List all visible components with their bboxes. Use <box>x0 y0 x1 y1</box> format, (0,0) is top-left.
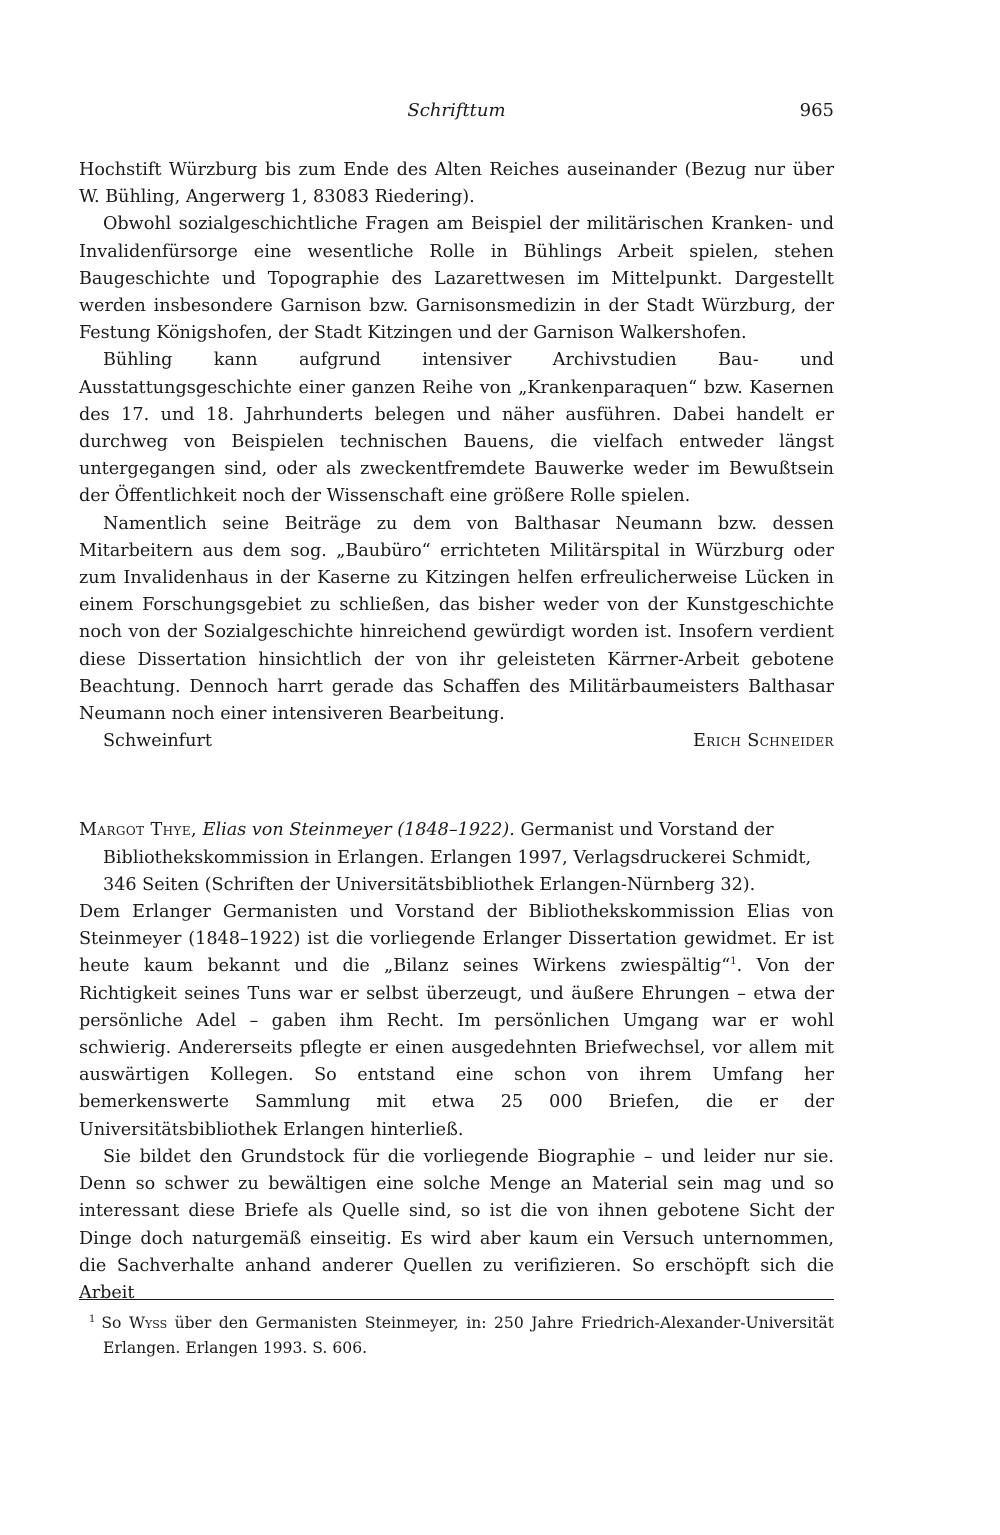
book-citation <box>79 817 834 899</box>
footnote-divider <box>79 1299 834 1300</box>
book-details: Germanist und Vorstand der Bibliothekskommission in Erlangen. Erlangen 1997, Verlagsdruckerei Schmidt, 346 Seiten (Schriften der Universitätsbibliothek Erlangen-Nürnberg 32). <box>103 820 812 895</box>
review-place: Schweinfurt <box>103 731 212 752</box>
book-title: Elias von Steinmeyer (1848–1922). <box>202 820 515 841</box>
footnote-number: 1 <box>89 1313 96 1325</box>
main-text <box>79 157 834 1307</box>
paragraph <box>79 899 834 1144</box>
footnote-text <box>79 1311 834 1361</box>
book-author: Margot Thye, <box>79 820 198 841</box>
running-head <box>79 100 834 130</box>
paragraph-text: . Von der Richtigkeit seines Tuns war er selbst überzeugt, und äußere Ehrungen – etwa der persönliche Adel – gaben ihm Recht. Im persönlichen Umgang war er wohl schwierig. Andererseits pflegte er einen ausgedehnten Briefwechsel, vor allem mit auswärtigen Kollegen. So entstand eine schon von ihrem Umfang her bemerkenswerte Sammlung mit etwa 25 000 Briefen, die er der Universitätsbibliothek Erlangen hinterließ. <box>79 956 834 1140</box>
paragraph-text: Dem Erlanger Germanisten und Vorstand der Bibliothekskommission Elias von Steinmeyer (1848–1922) ist die vorliegende Erlanger Dissertation gewidmet. Er ist heute kaum bekannt und die „Bilanz seines Wirkens zwiespältig“ <box>79 902 834 977</box>
footnote-pre: So <box>101 1314 122 1332</box>
paragraph: Namentlich seine Beiträge zu dem von Balthasar Neumann bzw. dessen Mitarbeitern aus dem sog. „Baubüro“ errichteten Militärspital in Würzburg oder zum Invalidenhaus in der Kaserne zu Kitzingen helfen erfreulicherweise Lücken in einem Forschungsgebiet zu schließen, das bisher weder von der Kunstgeschichte noch von der Sozialgeschichte hinreichend gewürdigt worden ist. Insofern verdient diese Dissertation hinsichtlich der von ihr geleisteten Kärrner-Arbeit gebotene Beachtung. Dennoch harrt gerade das Schaffen des Militärbaumeisters Balthasar Neumann noch einer intensiveren Bearbeitung. <box>79 513 834 725</box>
review-signature <box>79 728 834 755</box>
footnote-reference[interactable]: 1 <box>730 956 737 968</box>
footnote-author: Wyss <box>128 1314 168 1332</box>
running-title: Schrifttum <box>407 100 506 121</box>
paragraph: Hochstift Würzburg bis zum Ende des Alten Reiches auseinander (Bezug nur über W. Bühling, Angerwerg 1, 83083 Riedering). <box>79 160 834 208</box>
paragraph: Sie bildet den Grundstock für die vorliegende Biographie – und leider nur sie. Denn so schwer zu bewältigen eine solche Menge an Material sein mag und so interessant diese Briefe als Quelle sind, so ist die von ihnen gebotene Sicht der Dinge doch naturgemäß einseitig. Es wird aber kaum ein Versuch unternommen, die Sachverhalte anhand anderer Quellen zu verifizieren. So erschöpft sich die Arbeit <box>79 1146 834 1303</box>
reviewer-name: Erich Schneider <box>693 731 834 752</box>
page-number: 965 <box>799 100 834 121</box>
footnote-body: über den Germanisten Steinmeyer, in: 250 Jahre Friedrich-Alexander-Universität Erlangen. Erlangen 1993. S. 606. <box>103 1314 834 1357</box>
paragraph: Bühling kann aufgrund intensiver Archivstudien Bau- und Ausstattungsgeschichte einer ganzen Reihe von „Krankenparaquen“ bzw. Kasernen des 17. und 18. Jahrhunderts belegen und näher ausführen. Dabei handelt er durchweg von Beispielen technischen Bauens, die vielfach entweder längst untergegangen sind, oder als zweckentfremdete Bauwerke weder im Bewußtsein der Öffentlichkeit noch der Wissenschaft eine größere Rolle spielen. <box>79 350 834 507</box>
footnote <box>79 1311 834 1361</box>
paragraph: Obwohl sozialgeschichtliche Fragen am Beispiel der militärischen Kranken- und Invalidenfürsorge eine wesentliche Rolle in Bühlings Arbeit spielen, stehen Baugeschichte und Topographie des Lazarettwesen im Mittelpunkt. Dargestellt werden insbesondere Garnison bzw. Garnisonsmedizin in der Stadt Würzburg, der Festung Königshofen, der Stadt Kitzingen und der Garnison Walkershofen. <box>79 214 834 344</box>
